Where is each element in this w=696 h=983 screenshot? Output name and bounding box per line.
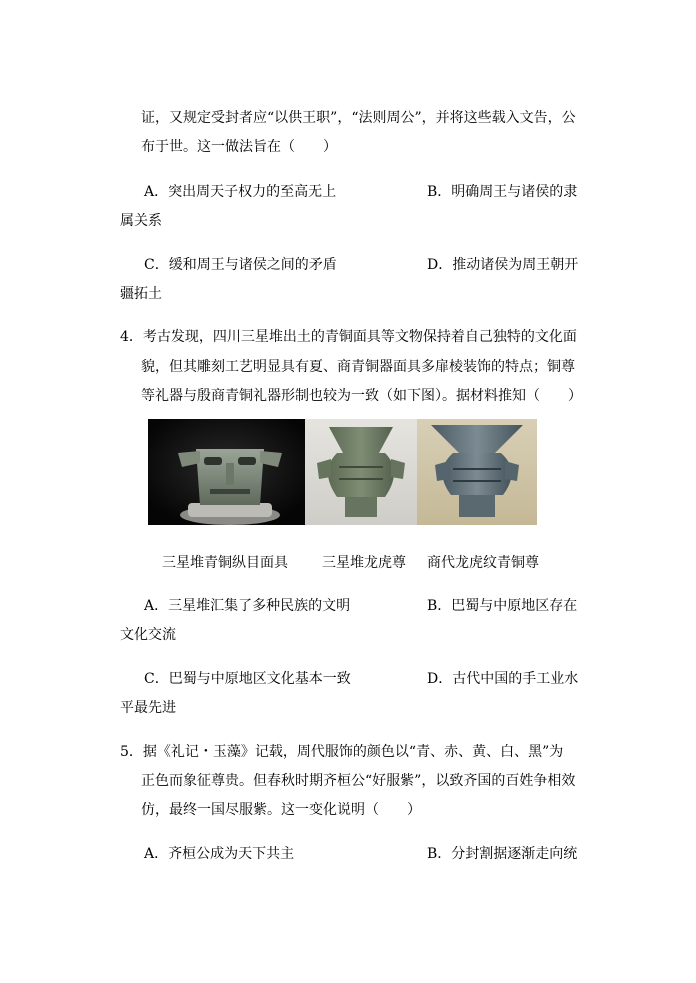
q3-option-b-cont: 属关系	[120, 213, 162, 229]
q3-option-b: B．明确周王与诸侯的隶	[427, 184, 578, 200]
photo-bronze-mask	[148, 419, 305, 525]
q3-stem-line1: 证，又规定受封者应“以供王职”，“法则周公”，并将这些载入文告，公	[141, 110, 576, 126]
q5-option-b: B．分封割据逐渐走向统	[427, 846, 578, 862]
q5-option-a: A．齐桓公成为天下共主	[144, 846, 295, 862]
q4-stem-line2: 貌，但其雕刻工艺明显具有夏、商青铜器面具多扉棱装饰的特点；铜尊	[141, 359, 575, 375]
q4-stem-line1: 4．考古发现，四川三星堆出土的青铜面具等文物保持着自己独特的文化面	[120, 329, 577, 345]
q5-stem-line3: 仿，最终一国尽服紫。这一变化说明（ ）	[141, 802, 421, 818]
q5-stem-line2: 正色而象征尊贵。但春秋时期齐桓公“好服紫”，以致齐国的百姓争相效	[141, 773, 576, 789]
q4-option-d: D．古代中国的手工业水	[427, 671, 579, 687]
q3-stem-line2: 布于世。这一做法旨在（ ）	[141, 139, 337, 155]
q4-option-d-cont: 平最先进	[120, 700, 176, 716]
q4-option-c: C．巴蜀与中原地区文化基本一致	[144, 671, 351, 687]
q3-option-a: A．突出周天子权力的至高无上	[144, 184, 337, 200]
q4-option-b-cont: 文化交流	[120, 627, 176, 643]
q4-option-b: B．巴蜀与中原地区存在	[427, 598, 578, 614]
caption-shang-bronze-zun: 商代龙虎纹青铜尊	[427, 555, 539, 571]
q3-option-d: D．推动诸侯为周王朝开	[427, 257, 579, 273]
q3-option-d-cont: 疆拓土	[120, 286, 162, 302]
q5-stem-line1: 5．据《礼记・玉藻》记载，周代服饰的颜色以“青、赤、黄、白、黑”为	[120, 744, 564, 760]
photo-shang-bronze-zun	[417, 419, 537, 525]
caption-dragon-tiger-zun: 三星堆龙虎尊	[322, 555, 406, 571]
photo-dragon-tiger-zun	[305, 419, 417, 525]
caption-bronze-mask: 三星堆青铜纵目面具	[162, 555, 288, 571]
q3-option-c: C．缓和周王与诸侯之间的矛盾	[144, 257, 337, 273]
q4-option-a: A．三星堆汇集了多种民族的文明	[144, 598, 351, 614]
q4-stem-line3: 等礼器与殷商青铜礼器形制也较为一致（如下图）。据材料推知（ ）	[141, 388, 582, 404]
